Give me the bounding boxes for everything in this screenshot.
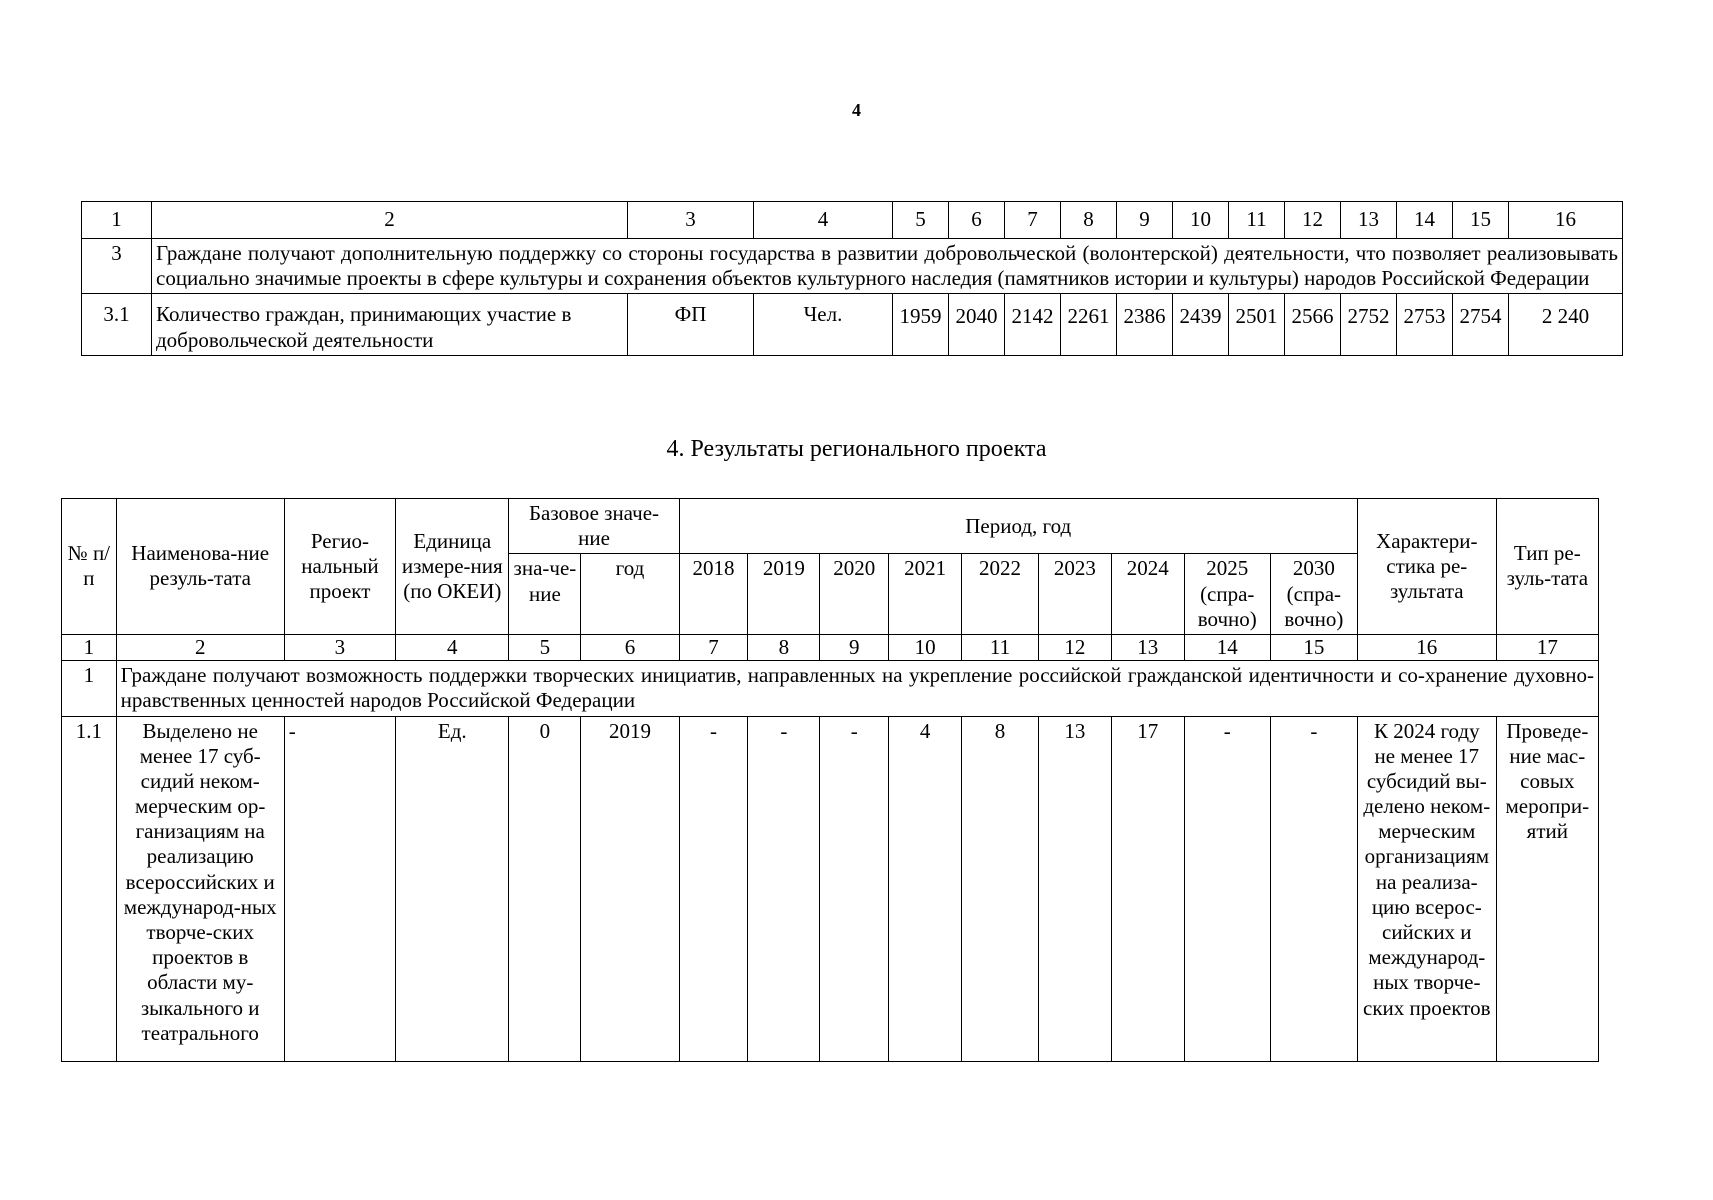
- indicator-value: 2753: [1397, 294, 1453, 355]
- column-number: 10: [889, 634, 962, 660]
- column-number: 12: [1038, 634, 1111, 660]
- result-value-2019: -: [748, 716, 820, 1061]
- column-number: 13: [1111, 634, 1184, 660]
- column-number: 17: [1496, 634, 1598, 660]
- header-name: Наименова-ние резуль-тата: [116, 499, 284, 635]
- indicator-value: 2040: [949, 294, 1005, 355]
- column-number: 13: [1341, 202, 1397, 239]
- indicator-value: 2752: [1341, 294, 1397, 355]
- column-number: 2: [116, 634, 284, 660]
- column-number: 14: [1184, 634, 1270, 660]
- result-row: [62, 716, 1599, 1061]
- column-number: 2: [152, 202, 628, 239]
- indicator-value: 1959: [893, 294, 949, 355]
- header-row-1: [62, 499, 1599, 554]
- indicator-name: Количество граждан, принимающих участие в добровольческой деятельности: [152, 294, 628, 355]
- column-number: 5: [893, 202, 949, 239]
- header-base-value: Базовое значе-ние: [509, 499, 679, 554]
- column-number: 10: [1173, 202, 1229, 239]
- column-number: 6: [581, 634, 679, 660]
- indicator-value: 2439: [1173, 294, 1229, 355]
- goal-row: [82, 239, 1623, 294]
- column-number: 8: [1061, 202, 1117, 239]
- column-number: 5: [509, 634, 581, 660]
- column-number: 14: [1397, 202, 1453, 239]
- header-unit: Единица измере-ния (по ОКЕИ): [396, 499, 509, 635]
- header-year-2020: 2020: [820, 554, 889, 635]
- header-year-2024: 2024: [1111, 554, 1184, 635]
- result-value-2023: 13: [1038, 716, 1111, 1061]
- result-base-value: 0: [509, 716, 581, 1061]
- header-year: год: [581, 554, 679, 635]
- indicator-value: 2 240: [1509, 294, 1623, 355]
- indicator-value: 2261: [1061, 294, 1117, 355]
- header-year-2019: 2019: [748, 554, 820, 635]
- column-number: 11: [1229, 202, 1285, 239]
- indicator-value: 2566: [1285, 294, 1341, 355]
- result-unit: Ед.: [396, 716, 509, 1061]
- column-number: 16: [1509, 202, 1623, 239]
- goal-number: 1: [62, 661, 117, 716]
- column-number: 7: [1005, 202, 1061, 239]
- indicators-table: [81, 201, 1623, 356]
- header-value: зна-че-ние: [509, 554, 581, 635]
- indicator-unit: Чел.: [754, 294, 893, 355]
- header-num: № п/п: [62, 499, 117, 635]
- result-value-2018: -: [679, 716, 748, 1061]
- column-number: 4: [754, 202, 893, 239]
- indicator-value: 2501: [1229, 294, 1285, 355]
- header-characteristic: Характери-стика ре-зультата: [1357, 499, 1496, 635]
- header-year-2022: 2022: [962, 554, 1039, 635]
- column-number: 11: [962, 634, 1039, 660]
- column-number: 12: [1285, 202, 1341, 239]
- table-header-row: [82, 202, 1623, 239]
- header-regional-project: Регио-нальный проект: [284, 499, 395, 635]
- header-period: Период, год: [679, 499, 1357, 554]
- section-title: 4. Результаты регионального проекта: [666, 436, 1047, 462]
- indicator-type: ФП: [628, 294, 754, 355]
- result-characteristic: К 2024 году не менее 17 субсидий вы-делено неком-мерческим организациям на реализа-цию всерос-сийских и международ-ных творче-ских проектов: [1357, 716, 1496, 1061]
- column-number: 1: [62, 634, 117, 660]
- indicator-row: [82, 294, 1623, 355]
- header-year-2030: 2030 (спра-вочно): [1270, 554, 1357, 635]
- header-year-2018: 2018: [679, 554, 748, 635]
- indicator-number: 3.1: [82, 294, 152, 355]
- result-regional-project: -: [284, 716, 395, 1061]
- result-base-year: 2019: [581, 716, 679, 1061]
- result-value-2030: -: [1270, 716, 1357, 1061]
- column-number: 9: [1117, 202, 1173, 239]
- result-number: 1.1: [62, 716, 117, 1061]
- column-number: 3: [628, 202, 754, 239]
- result-type: Проведе-ние мас-совых меропри-ятий: [1496, 716, 1598, 1061]
- goal-text: Граждане получают возможность поддержки творческих инициатив, направленных на укрепление российской гражданской идентичности и со-хранение духовно-нравственных ценностей народов Российской Федерации: [116, 661, 1598, 716]
- header-year-2023: 2023: [1038, 554, 1111, 635]
- column-number: 3: [284, 634, 395, 660]
- column-number: 15: [1453, 202, 1509, 239]
- column-numbers-row: [62, 634, 1599, 660]
- goal-number: 3: [82, 239, 152, 294]
- result-value-2022: 8: [962, 716, 1039, 1061]
- column-number: 1: [82, 202, 152, 239]
- page-number: 4: [852, 100, 861, 120]
- result-value-2021: 4: [889, 716, 962, 1061]
- results-table: [61, 498, 1599, 1062]
- indicator-value: 2386: [1117, 294, 1173, 355]
- indicator-value: 2142: [1005, 294, 1061, 355]
- result-value-2024: 17: [1111, 716, 1184, 1061]
- column-number: 7: [679, 634, 748, 660]
- header-year-2025: 2025 (спра-вочно): [1184, 554, 1270, 635]
- column-number: 15: [1270, 634, 1357, 660]
- header-year-2021: 2021: [889, 554, 962, 635]
- column-number: 6: [949, 202, 1005, 239]
- column-number: 16: [1357, 634, 1496, 660]
- goal-row: [62, 661, 1599, 716]
- result-value-2020: -: [820, 716, 889, 1061]
- header-result-type: Тип ре-зуль-тата: [1496, 499, 1598, 635]
- column-number: 4: [396, 634, 509, 660]
- column-number: 8: [748, 634, 820, 660]
- goal-text: Граждане получают дополнительную поддержку со стороны государства в развитии добровольческой (волонтерской) деятельности, что позволяет реализовывать социально значимые проекты в сфере культуры и сохранения объектов культурного наследия (памятников истории и культуры) народов Российской Федерации: [152, 239, 1623, 294]
- result-name: Выделено не менее 17 суб-сидий неком-мерческим ор-ганизациям на реализацию всероссийских и международ-ных творче-ских проектов в области му-зыкального и театрального: [116, 716, 284, 1061]
- result-value-2025: -: [1184, 716, 1270, 1061]
- indicator-value: 2754: [1453, 294, 1509, 355]
- column-number: 9: [820, 634, 889, 660]
